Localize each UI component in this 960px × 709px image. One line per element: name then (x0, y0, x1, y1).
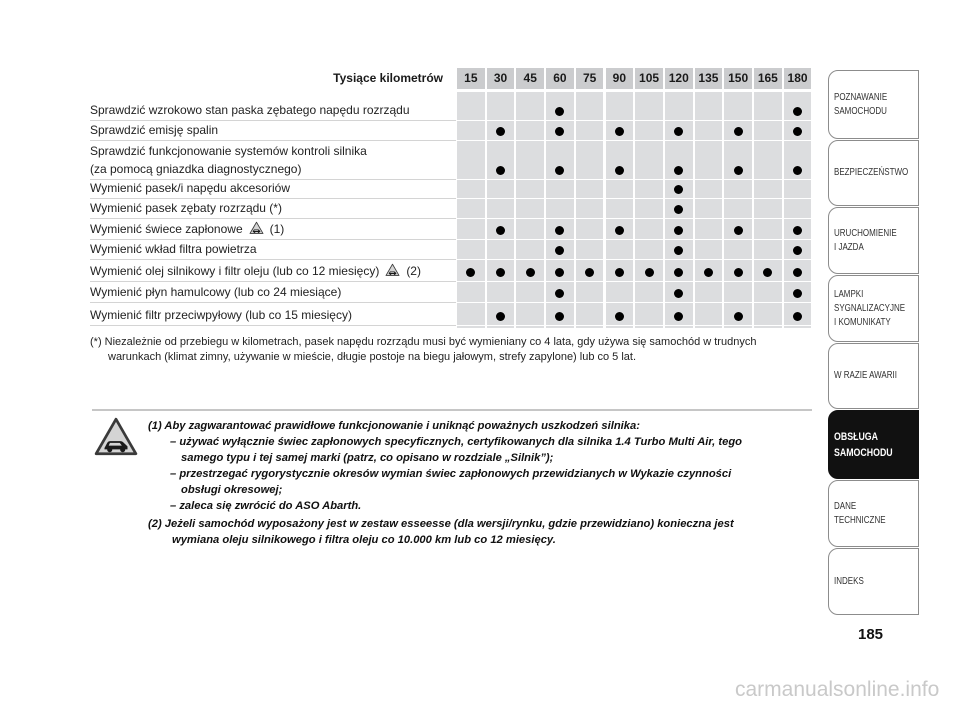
service-mark-dot (793, 166, 802, 175)
service-mark-dot (674, 166, 683, 175)
schedule-row-label-line: Wymienić płyn hamulcowy (lub co 24 miesiące) (90, 285, 342, 299)
service-mark-dot (496, 226, 505, 235)
service-mark-dot (674, 289, 683, 298)
schedule-row-label-line: Wymienić filtr przeciwpyłowy (lub co 15 miesięcy) (90, 308, 352, 322)
service-mark-dot (793, 107, 802, 116)
schedule-row (90, 199, 813, 219)
side-tab-label: DANE (834, 500, 857, 512)
schedule-row-cells (456, 282, 813, 303)
service-mark-dot (496, 268, 505, 277)
side-tab-uruchomienie-i-jazda[interactable] (828, 207, 919, 274)
service-mark-dot (555, 289, 564, 298)
schedule-row-cells (456, 141, 813, 180)
warning-triangle-icon (385, 263, 400, 277)
side-tab-label: OBSŁUGA (834, 430, 878, 443)
km-column-header: 75 (576, 68, 604, 89)
schedule-row-label-text: Wymienić olej silnikowy i filtr oleju (lub co 12 miesięcy) (90, 264, 380, 278)
note-2-line: wymiana oleju silnikowego i filtra oleju co 10.000 km lub co 12 miesięcy. (172, 534, 556, 546)
service-mark-dot (496, 312, 505, 321)
footnote-line: warunkach (klimat zimny, używanie w mieście, długie postoje na biegu jałowym, strefy zapylone) lub co 5 lat. (108, 351, 637, 363)
schedule-row-label (90, 282, 456, 303)
schedule-row-cells (456, 303, 813, 326)
side-tab-label: POZNAWANIE (834, 91, 888, 103)
schedule-row-label (90, 303, 456, 326)
schedule-row-label (90, 141, 456, 180)
schedule-row-cells (456, 260, 813, 282)
service-mark-dot (555, 312, 564, 321)
side-tab-label: W RAZIE AWARII (834, 370, 897, 381)
side-tab-indeks[interactable] (828, 548, 919, 615)
service-mark-dot (793, 127, 802, 136)
side-tab-label: URUCHOMIENIE (834, 227, 897, 239)
km-column-header: 150 (724, 68, 752, 89)
warning-triangle-icon (249, 221, 264, 235)
side-tab-label: SYGNALIZACYJNE (834, 302, 906, 314)
schedule-row (90, 180, 813, 199)
schedule-row-label-line: (za pomocą gniazdka diagnostycznego) (90, 162, 302, 176)
service-mark-dot (793, 268, 802, 277)
side-tab-dane-techniczne[interactable] (828, 480, 919, 547)
maintenance-schedule-table (90, 92, 813, 328)
side-tab-label: INDEKS (834, 575, 864, 587)
service-mark-dot (674, 226, 683, 235)
service-mark-dot (496, 127, 505, 136)
schedule-row-cells (456, 100, 813, 121)
side-tab-label: I KOMUNIKATY (834, 316, 891, 328)
km-header-label: Tysiące kilometrów (333, 71, 443, 85)
side-tab-obsluga-samochodu[interactable] (828, 410, 919, 479)
km-column-header: 45 (516, 68, 544, 89)
service-mark-dot (763, 268, 772, 277)
service-mark-dot (466, 268, 475, 277)
note-bullet-line: – przestrzegać rygorystycznie okresów wymian świec zapłonowych przewidzianych w Wykazie czynności (170, 468, 732, 480)
note-bullet-line: obsługi okresowej; (181, 484, 283, 496)
note-bullet-line: – zaleca się zwrócić do ASO Abarth. (170, 500, 362, 512)
footnote-line: (*) Niezależnie od przebiegu w kilometrach, pasek napędu rozrządu musi być wymieniany co 4 lata, gdy używa się samochód w trudnych (90, 336, 757, 348)
schedule-row-label-line: Sprawdzić funkcjonowanie systemów kontroli silnika (90, 144, 367, 158)
side-tab-label: LAMPKI (834, 288, 864, 300)
service-mark-dot (585, 268, 594, 277)
service-mark-dot (734, 127, 743, 136)
service-mark-dot (555, 246, 564, 255)
side-tab-poznawanie-samochodu[interactable] (828, 70, 919, 139)
schedule-row-label-text: Wymienić świece zapłonowe (90, 222, 243, 236)
service-mark-dot (793, 226, 802, 235)
schedule-row (90, 219, 813, 240)
service-mark-dot (793, 312, 802, 321)
service-mark-dot (674, 127, 683, 136)
schedule-row (90, 260, 813, 282)
km-column-header: 135 (695, 68, 723, 89)
service-mark-dot (734, 268, 743, 277)
service-mark-dot (615, 127, 624, 136)
chapter-tabs (828, 70, 919, 616)
schedule-row-label-line: Wymienić pasek zębaty rozrządu (*) (90, 201, 282, 215)
schedule-row-cells (456, 199, 813, 219)
service-mark-dot (793, 289, 802, 298)
km-column-header: 60 (546, 68, 574, 89)
service-mark-dot (674, 268, 683, 277)
schedule-row-label (90, 121, 456, 141)
warning-triangle-graphic (93, 416, 139, 458)
page-number: 185 (858, 626, 884, 643)
schedule-row-label-line (90, 262, 456, 280)
watermark: carmanualsonline.info (735, 678, 940, 701)
schedule-row-label (90, 240, 456, 260)
table-footnote (90, 335, 756, 365)
schedule-row (90, 303, 813, 326)
km-column-header: 165 (754, 68, 782, 89)
km-column-header: 90 (606, 68, 634, 89)
service-mark-dot (704, 268, 713, 277)
note-reference: (2) (406, 264, 421, 278)
note-2-line: (2) Jeżeli samochód wyposażony jest w zestaw esseesse (dla wersji/rynku, gdzie przewidziano) konieczna jest (148, 518, 734, 530)
schedule-row-label-line: Sprawdzić emisję spalin (90, 123, 219, 137)
side-tab-w-razie-awarii[interactable] (828, 343, 919, 409)
schedule-row (90, 141, 813, 180)
side-tab-label: SAMOCHODU (834, 105, 887, 117)
km-column-header: 30 (487, 68, 515, 89)
schedule-row-label-line: Wymienić wkład filtra powietrza (90, 242, 257, 256)
schedule-row (90, 240, 813, 260)
service-mark-dot (674, 185, 683, 194)
schedule-row-label (90, 260, 456, 282)
service-mark-dot (555, 268, 564, 277)
km-column-header: 120 (665, 68, 693, 89)
schedule-row (90, 282, 813, 303)
km-column-header: 105 (635, 68, 663, 89)
schedule-row (90, 100, 813, 121)
schedule-row-cells (456, 219, 813, 240)
schedule-row-label-line (90, 220, 456, 238)
km-column-header: 180 (784, 68, 812, 89)
side-tab-bezpieczenstwo[interactable] (828, 140, 919, 206)
service-mark-dot (615, 312, 624, 321)
side-tab-lampki-sygnalizacyjne-i-komunikaty[interactable] (828, 275, 919, 342)
km-header-columns (456, 68, 813, 89)
service-mark-dot (555, 226, 564, 235)
side-tab-label: SAMOCHODU (834, 446, 893, 459)
service-mark-dot (645, 268, 654, 277)
service-mark-dot (674, 312, 683, 321)
notes-block (148, 418, 742, 548)
schedule-row-cells (456, 121, 813, 141)
note-1-lead: (1) Aby zagwarantować prawidłowe funkcjonowanie i uniknąć poważnych uszkodzeń silnika: (148, 420, 640, 432)
service-mark-dot (734, 226, 743, 235)
schedule-row-label (90, 199, 456, 219)
note-reference: (1) (269, 222, 285, 236)
service-mark-dot (555, 127, 564, 136)
schedule-row-cells (456, 180, 813, 199)
note-bullet-line: – używać wyłącznie świec zapłonowych specyficznych, certyfikowanych dla silnika 1.4 Turbo Multi Air, tego (170, 436, 742, 448)
schedule-row-label-line: Sprawdzić wzrokowo stan paska zębatego napędu rozrządu (90, 103, 410, 117)
warning-triangle-graphic (385, 263, 400, 277)
service-mark-dot (734, 166, 743, 175)
schedule-row-label (90, 219, 456, 240)
service-mark-dot (674, 205, 683, 214)
service-mark-dot (526, 268, 535, 277)
schedule-row-cells (456, 240, 813, 260)
side-tab-label: BEZPIECZEŃSTWO (834, 167, 909, 178)
schedule-row-label (90, 100, 456, 121)
notes-separator (92, 409, 812, 411)
schedule-row-label (90, 180, 456, 199)
service-mark-dot (674, 246, 683, 255)
service-mark-dot (555, 107, 564, 116)
service-mark-dot (615, 268, 624, 277)
service-mark-dot (615, 166, 624, 175)
service-mark-dot (615, 226, 624, 235)
side-tab-label: I JAZDA (834, 241, 864, 253)
service-mark-dot (496, 166, 505, 175)
schedule-row (90, 121, 813, 141)
service-mark-dot (793, 246, 802, 255)
note-1 (148, 418, 742, 514)
note-2 (148, 516, 742, 548)
note-bullet-line: samego typu i tej samej marki (patrz, co opisano w rozdziale „Silnik”); (181, 452, 554, 464)
service-mark-dot (734, 312, 743, 321)
warning-triangle-car-icon (93, 416, 139, 458)
service-mark-dot (555, 166, 564, 175)
schedule-row-label-line: Wymienić pasek/i napędu akcesoriów (90, 181, 290, 195)
km-column-header: 15 (457, 68, 485, 89)
warning-triangle-graphic (249, 221, 264, 235)
side-tab-label: TECHNICZNE (834, 514, 886, 526)
